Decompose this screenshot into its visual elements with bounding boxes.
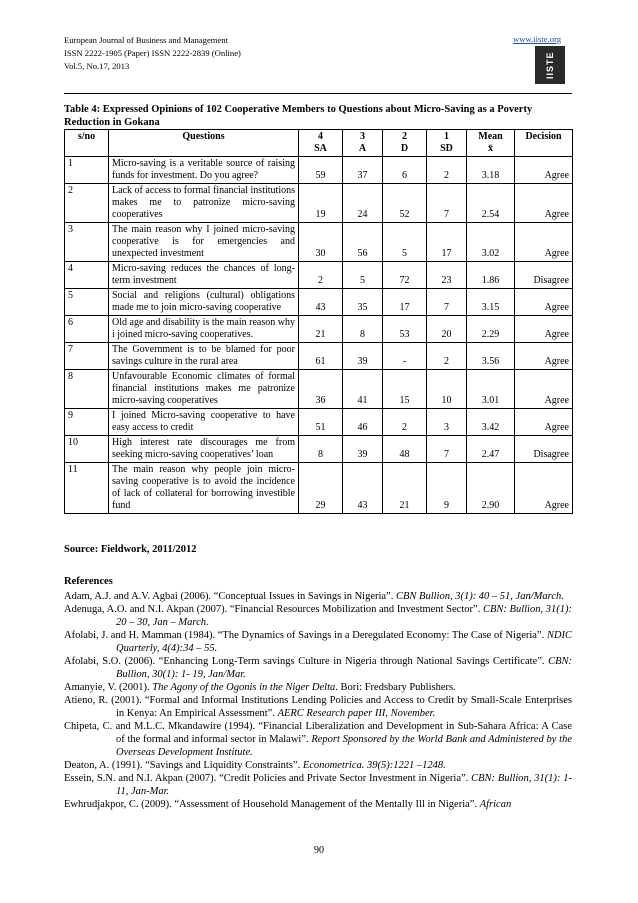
col-sno: s/no (65, 130, 109, 157)
references-heading: References (64, 576, 113, 587)
cell-a: 43 (343, 463, 383, 514)
cell-sno: 2 (65, 184, 109, 223)
reference-text: Adenuga, A.O. and N.I. Akpan (2007). “Financial Resources Mobilization and Investment Sector”. (64, 604, 483, 615)
cell-mean: 2.29 (467, 316, 515, 343)
page-number: 90 (314, 845, 324, 856)
table-row (65, 370, 573, 409)
reference-source: CBN: Bullion, 30(1): 1- 19, Jan/Mar. (116, 656, 572, 680)
cell-decision: Agree (515, 316, 573, 343)
cell-a: 35 (343, 289, 383, 316)
reference-item (64, 720, 572, 759)
reference-text: Atieno, R. (2001). “Formal and Informal Institutions Lending Policies and Access to Credit by Small-Scale Enterprises in Kenya: An Empirical Assessment”. (64, 695, 572, 719)
cell-sno: 11 (65, 463, 109, 514)
reference-source: CBN Bullion, 3(1): 40 – 51, Jan/March. (395, 591, 564, 602)
reference-source: Report Sponsored by the World Bank and Administered by the Overseas Development Institute. (116, 734, 572, 758)
cell-sa: 30 (299, 223, 343, 262)
cell-d: 5 (383, 223, 427, 262)
cell-mean: 3.56 (467, 343, 515, 370)
cell-sd: 7 (427, 289, 467, 316)
cell-decision: Disagree (515, 262, 573, 289)
cell-d: 52 (383, 184, 427, 223)
cell-decision: Agree (515, 409, 573, 436)
col-a: 3 A (343, 130, 383, 157)
cell-mean: 3.15 (467, 289, 515, 316)
cell-decision: Disagree (515, 436, 573, 463)
cell-decision: Agree (515, 184, 573, 223)
reference-source: AERC Research paper III, November. (277, 708, 436, 719)
table-row (65, 262, 573, 289)
reference-text: Ewhrudjakpor, C. (2009). “Assessment of Household Management of the Mentally Ill in Nigeria”. (64, 799, 480, 810)
cell-d: 72 (383, 262, 427, 289)
cell-sno: 8 (65, 370, 109, 409)
col-sa: 4 SA (299, 130, 343, 157)
reference-text: Deaton, A. (1991). “Savings and Liquidity Constraints”. (64, 760, 303, 771)
reference-source: CBN: Bullion, 31(1): 1-11, Jan-Mar. (116, 773, 572, 797)
cell-a: 8 (343, 316, 383, 343)
cell-sd: 2 (427, 343, 467, 370)
cell-a: 39 (343, 343, 383, 370)
cell-a: 5 (343, 262, 383, 289)
cell-sno: 9 (65, 409, 109, 436)
journal-issn: ISSN 2222-1905 (Paper) ISSN 2222-2839 (Online) (64, 48, 241, 58)
table-header-row (65, 130, 573, 157)
table-row (65, 409, 573, 436)
cell-decision: Agree (515, 370, 573, 409)
reference-item (64, 772, 572, 798)
cell-sa: 61 (299, 343, 343, 370)
cell-decision: Agree (515, 289, 573, 316)
cell-question: Social and religions (cultural) obligations made me to join micro-saving cooperative (109, 289, 299, 316)
cell-question: The main reason why I joined micro-saving cooperative is for emergencies and unexpected investment (109, 223, 299, 262)
reference-item (64, 681, 572, 694)
cell-sd: 3 (427, 409, 467, 436)
reference-item (64, 590, 572, 603)
reference-text: Afolabi, S.O. (2006). “Enhancing Long-Term savings Culture in Nigeria through National Savings Certificate”. (64, 656, 549, 667)
table-row (65, 157, 573, 184)
journal-url-link[interactable]: www.iiste.org (513, 34, 561, 44)
cell-decision: Agree (515, 157, 573, 184)
cell-decision: Agree (515, 343, 573, 370)
cell-d: 17 (383, 289, 427, 316)
cell-a: 56 (343, 223, 383, 262)
cell-decision: Agree (515, 223, 573, 262)
reference-text: Chipeta, C. and M.L.C. Mkandawire (1994). “Financial Liberalization and Development in Sub-Sahara Africa: A Case of the formal and informal sector in Malawi”. (64, 721, 572, 745)
cell-sd: 9 (427, 463, 467, 514)
cell-d: 48 (383, 436, 427, 463)
table-row (65, 289, 573, 316)
cell-sno: 6 (65, 316, 109, 343)
reference-source: African (479, 799, 512, 810)
cell-d: 53 (383, 316, 427, 343)
cell-a: 39 (343, 436, 383, 463)
cell-sa: 19 (299, 184, 343, 223)
cell-sa: 2 (299, 262, 343, 289)
cell-sd: 10 (427, 370, 467, 409)
cell-decision: Agree (515, 463, 573, 514)
reference-text: Amanyie, V. (2001). (64, 682, 153, 693)
cell-sd: 17 (427, 223, 467, 262)
reference-item (64, 798, 572, 811)
reference-item (64, 603, 572, 629)
cell-d: 15 (383, 370, 427, 409)
cell-sa: 51 (299, 409, 343, 436)
cell-sno: 5 (65, 289, 109, 316)
reference-source: The Agony of the Ogonis in the Niger Delta (152, 682, 336, 693)
col-questions: Questions (109, 130, 299, 157)
cell-a: 46 (343, 409, 383, 436)
cell-a: 41 (343, 370, 383, 409)
table-row (65, 436, 573, 463)
table-source: Source: Fieldwork, 2011/2012 (64, 544, 197, 555)
cell-mean: 2.54 (467, 184, 515, 223)
cell-question: Micro-saving reduces the chances of long-term investment (109, 262, 299, 289)
cell-mean: 3.18 (467, 157, 515, 184)
cell-mean: 3.02 (467, 223, 515, 262)
cell-d: 6 (383, 157, 427, 184)
cell-sno: 3 (65, 223, 109, 262)
col-d: 2 D (383, 130, 427, 157)
reference-text: Essein, S.N. and N.I. Akpan (2007). “Credit Policies and Private Sector Investment in Nigeria”. (64, 773, 472, 784)
cell-mean: 3.42 (467, 409, 515, 436)
col-sd: 1 SD (427, 130, 467, 157)
table-row (65, 343, 573, 370)
reference-source: NDIC Quarterly, 4(4):34 – 55. (116, 630, 572, 654)
cell-d: 2 (383, 409, 427, 436)
survey-table (64, 129, 573, 514)
cell-sno: 4 (65, 262, 109, 289)
cell-sd: 2 (427, 157, 467, 184)
col-decision: Decision (515, 130, 573, 157)
cell-sd: 20 (427, 316, 467, 343)
reference-item (64, 759, 572, 772)
table-row (65, 184, 573, 223)
cell-sd: 23 (427, 262, 467, 289)
table-caption: Table 4: Expressed Opinions of 102 Cooperative Members to Questions about Micro-Saving as a Poverty Reduction in Gokana (64, 104, 533, 128)
cell-question: The Government is to be blamed for poor savings culture in the rural area (109, 343, 299, 370)
cell-sa: 29 (299, 463, 343, 514)
cell-a: 37 (343, 157, 383, 184)
cell-question: The main reason why people join micro-saving cooperative is to avoid the incidence of lack of collateral for borrowing investible fund (109, 463, 299, 514)
cell-question: High interest rate discourages me from seeking micro-saving cooperatives’ loan (109, 436, 299, 463)
table-row (65, 463, 573, 514)
cell-sd: 7 (427, 184, 467, 223)
cell-mean: 1.86 (467, 262, 515, 289)
reference-text: Adam, A.J. and A.V. Agbai (2006). “Conceptual Issues in Savings in Nigeria”. (64, 591, 396, 602)
reference-item (64, 655, 572, 681)
cell-a: 24 (343, 184, 383, 223)
cell-sa: 36 (299, 370, 343, 409)
cell-sa: 21 (299, 316, 343, 343)
cell-mean: 2.47 (467, 436, 515, 463)
cell-mean: 2.90 (467, 463, 515, 514)
table-row (65, 223, 573, 262)
cell-sno: 7 (65, 343, 109, 370)
reference-item (64, 694, 572, 720)
references-list (64, 590, 572, 811)
cell-sa: 43 (299, 289, 343, 316)
cell-d: 21 (383, 463, 427, 514)
reference-item (64, 629, 572, 655)
cell-question: I joined Micro-saving cooperative to have easy access to credit (109, 409, 299, 436)
cell-question: Old age and disability is the main reason why i joined micro-saving cooperatives. (109, 316, 299, 343)
table-row (65, 316, 573, 343)
cell-sa: 59 (299, 157, 343, 184)
cell-mean: 3.01 (467, 370, 515, 409)
journal-name: European Journal of Business and Management (64, 35, 228, 45)
cell-sno: 10 (65, 436, 109, 463)
reference-publisher: . Bori: Fredsbary Publishers. (335, 682, 456, 693)
col-mean: Mean x̄ (467, 130, 515, 157)
journal-volume: Vol.5, No.17, 2013 (64, 61, 130, 71)
cell-sd: 7 (427, 436, 467, 463)
cell-question: Micro-saving is a veritable source of raising funds for investment. Do you agree? (109, 157, 299, 184)
cell-sa: 8 (299, 436, 343, 463)
iiste-logo: IISTE (535, 46, 565, 84)
cell-question: Unfavourable Economic climates of formal financial institutions makes me patronize micro-saving cooperatives (109, 370, 299, 409)
cell-question: Lack of access to formal financial institutions makes me to patronize micro-saving cooperatives (109, 184, 299, 223)
header-divider (64, 93, 572, 94)
cell-sno: 1 (65, 157, 109, 184)
reference-source: Econometrica. 39(5):1221 –1248. (302, 760, 446, 771)
cell-d: - (383, 343, 427, 370)
reference-text: Afolabi, J. and H. Mamman (1984). “The Dynamics of Savings in a Deregulated Economy: The Case of Nigeria”. (64, 630, 547, 641)
reference-source: CBN: Bullion, 31(1): 20 – 30, Jan – March. (116, 604, 572, 628)
